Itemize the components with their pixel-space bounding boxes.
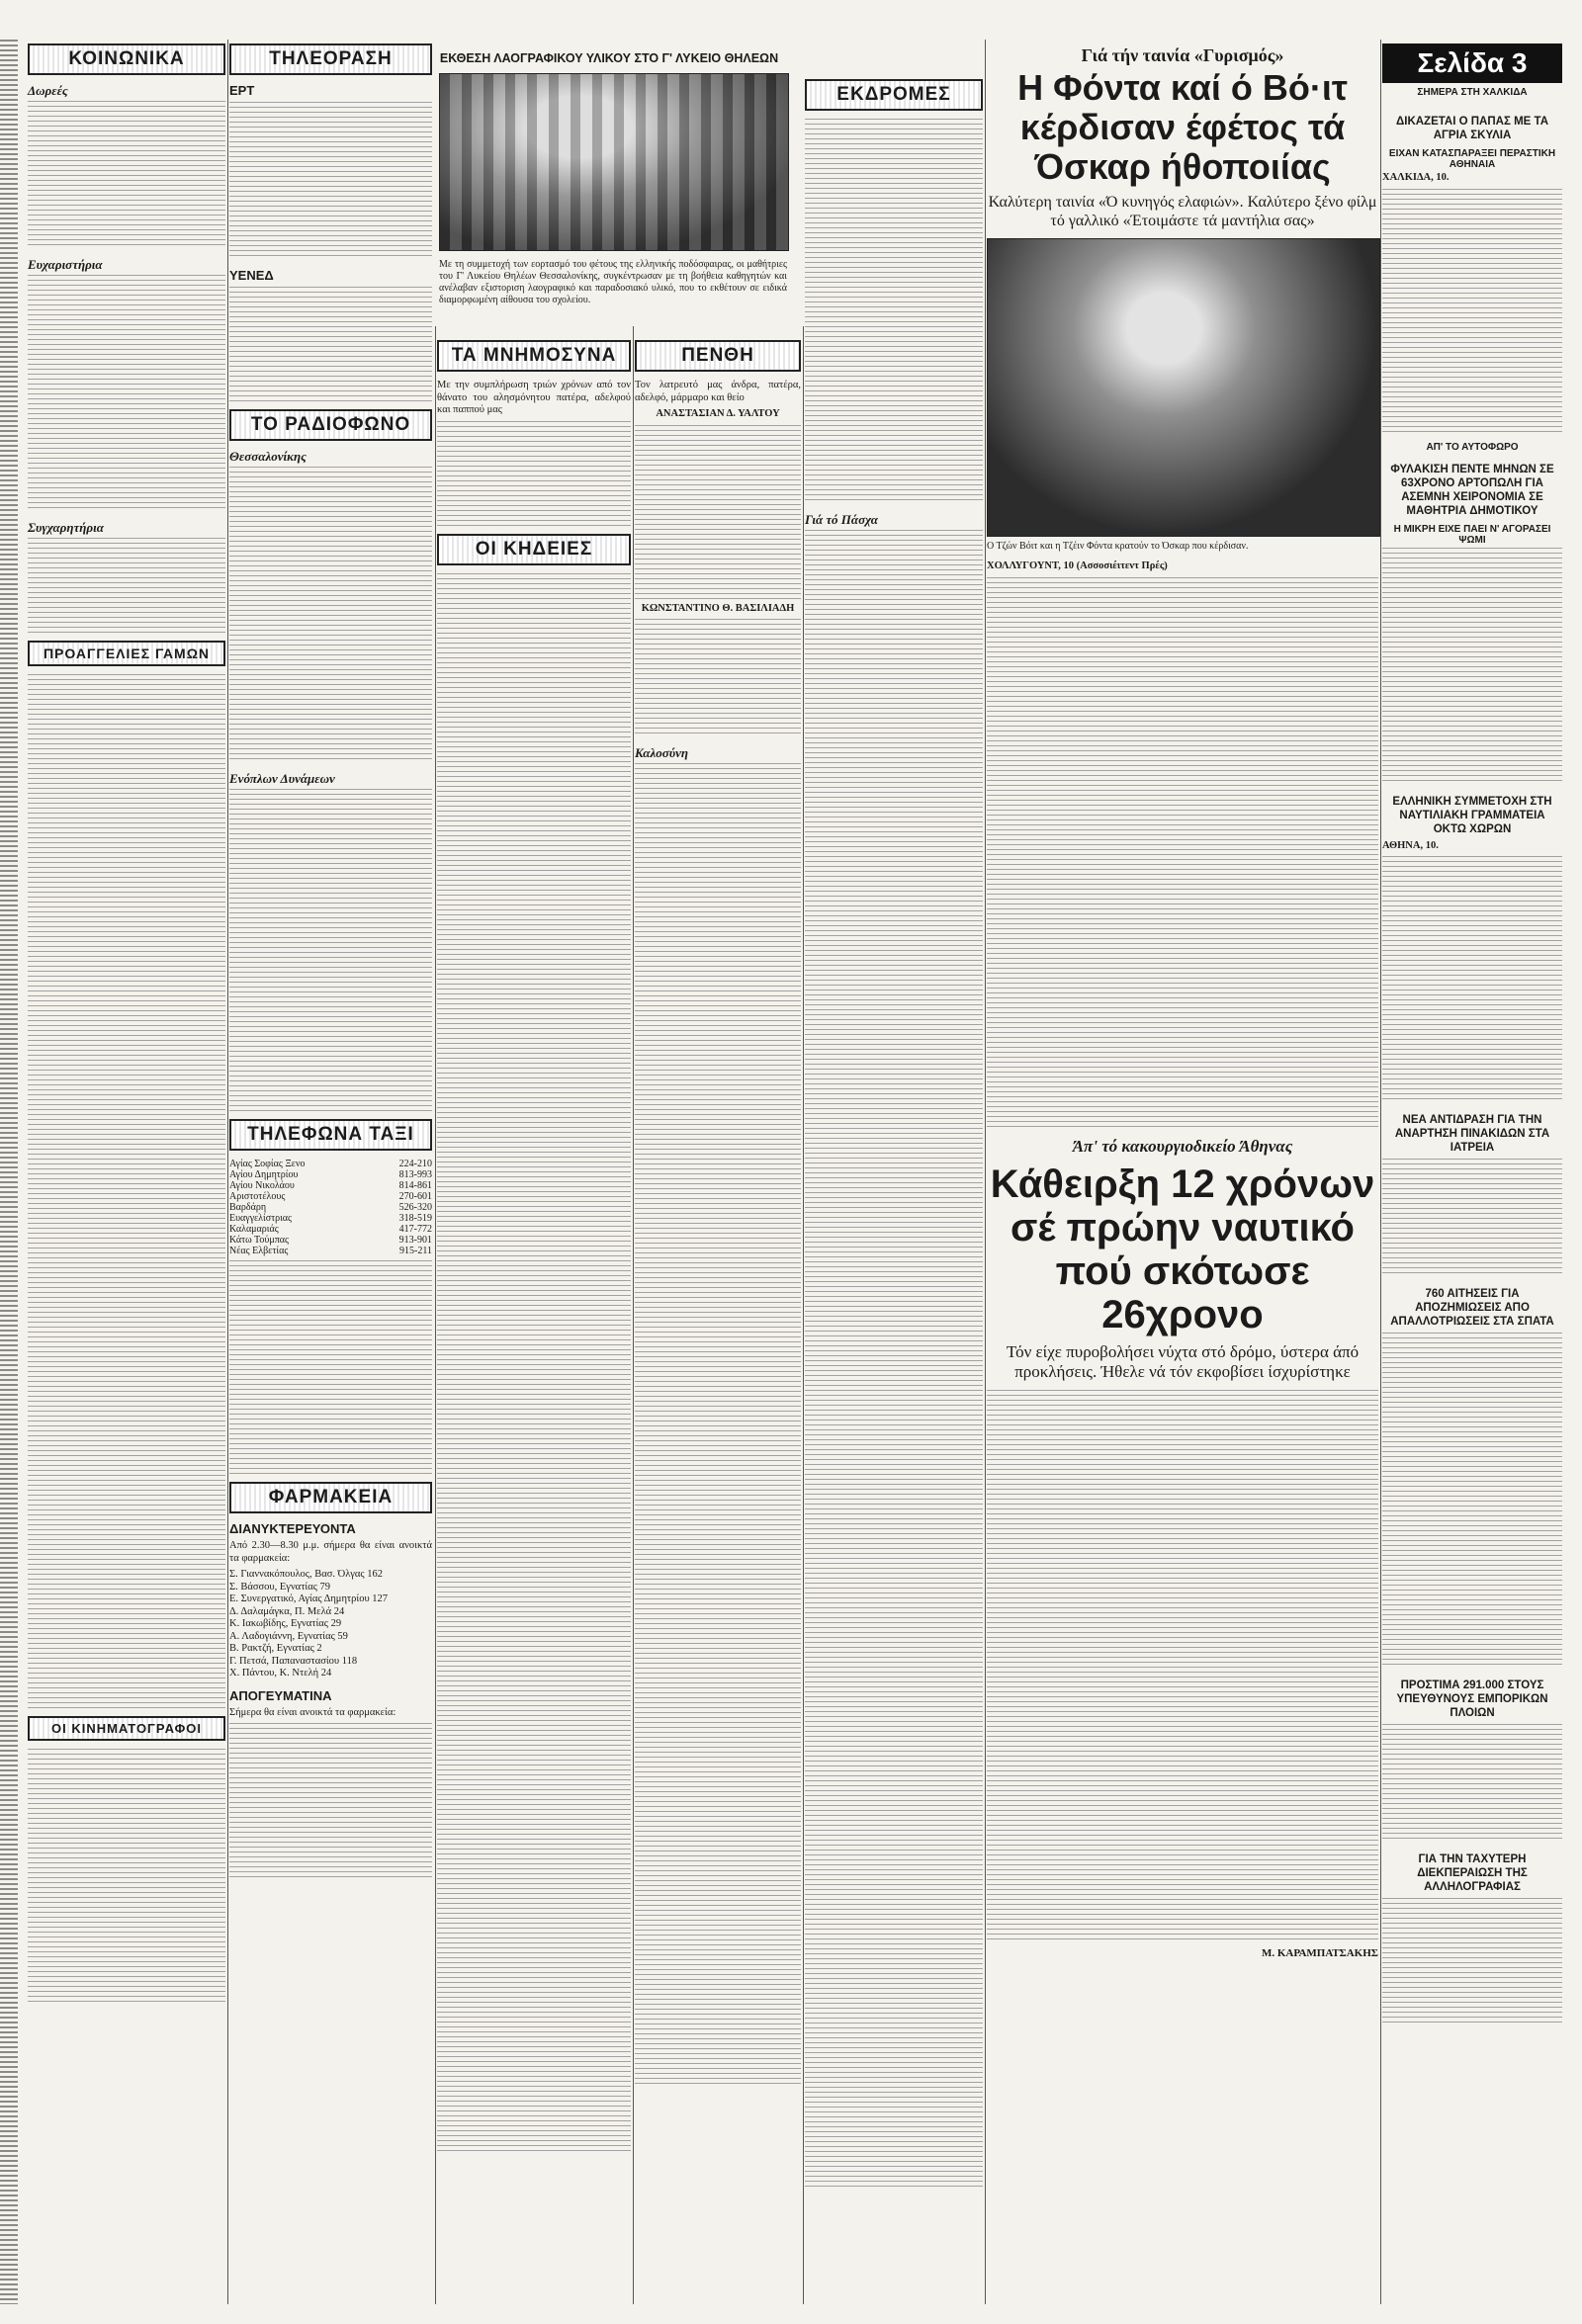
dorees-text [28, 101, 225, 249]
right-text-7 [1382, 1898, 1562, 2026]
eucharistiria-text [28, 275, 225, 512]
penthi-text-2 [635, 619, 801, 737]
kideies-name: ΚΩΝΣΤΑΝΤΙΝΟ Θ. ΒΑΣΙΛΙΑΔΗ [641, 602, 795, 614]
taxi-station: Αγίου Δημητρίου [229, 1169, 299, 1180]
right-headline-5: 760 ΑΙΤΗΣΕΙΣ ΓΙΑ ΑΠΟΖΗΜΙΩΣΕΙΣ ΑΠΟ ΑΠΑΛΛΟΤΡΙΩΣΕΙΣ ΣΤΑ ΣΠΑΤΑ [1390, 1288, 1554, 1328]
dorees-subheading: Δωρεές [28, 83, 68, 98]
dianyktereuonta-subheading: ΔΙΑΝΥΚΤΕΡΕΥΟΝΤΑ [229, 1521, 356, 1536]
taxi-phone: 915-211 [399, 1246, 432, 1256]
pharmacy-entry: Σ. Βάσσου, Εγνατίας 79 [229, 1581, 331, 1592]
right-headline-3: ΕΛΛΗΝΙΚΗ ΣΥΜΜΕΤΟΧΗ ΣΤΗ ΝΑΥΤΙΛΙΑΚΗ ΓΡΑΜΜΑΤΕΙΑ ΟΚΤΩ ΧΩΡΩΝ [1392, 795, 1552, 835]
taxi-phone: 270-601 [398, 1191, 432, 1202]
right-headline-1: ΔΙΚΑΖΕΤΑΙ Ο ΠΑΠΑΣ ΜΕ ΤΑ ΑΓΡΙΑ ΣΚΥΛΙΑ [1395, 116, 1548, 141]
pharmacy-list [229, 1569, 432, 1680]
mnimosyna-lead: Με την συμπλήρωση τριών χρόνων από τον θάνατο του αλησμόνητου πατέρα, αδελφού και παππού μας [437, 380, 631, 415]
taxi-row [229, 1159, 432, 1169]
radiofono-heading: ΤΟ ΡΑΔΙΟΦΩΝΟ [229, 409, 432, 441]
taxi-more [229, 1260, 432, 1478]
farmakeia-heading: ΦΑΡΜΑΚΕΙΑ [229, 1482, 432, 1513]
sygxaritiria-subheading: Συγχαρητήρια [28, 520, 104, 535]
yened-schedule [229, 287, 432, 405]
enoplon-schedule [229, 789, 432, 1115]
right-text-3 [1382, 856, 1562, 1103]
pharmacy-note: Σήμερα θα είναι ανοικτά τα φαρμακεία: [229, 1706, 396, 1718]
lead-kicker: Γιά τήν ταινία «Γυρισμός» [1081, 45, 1284, 65]
right-dateline-1: ΧΑΛΚΙΔΑ, 10. [1382, 172, 1450, 183]
eucharistiria-subheading: Ευχαριστήρια [28, 257, 103, 272]
kathirxi-byline: Μ. ΚΑΡΑΜΠΑΤΣΑΚΗΣ [1261, 1946, 1378, 1959]
right-dateline-3: ΑΘΗΝΑ, 10. [1382, 839, 1439, 851]
taxi-row [229, 1202, 432, 1213]
cinemas-text [28, 1749, 225, 2006]
taxi-station: Κάτω Τούμπας [229, 1235, 289, 1246]
column-rule [803, 326, 804, 2304]
taxi-row [229, 1235, 432, 1246]
right-headline-6: ΠΡΟΣΤΙΜΑ 291.000 ΣΤΟΥΣ ΥΠΕΥΘΥΝΟΥΣ ΕΜΠΟΡΙΚΩΝ ΠΛΟΙΩΝ [1396, 1679, 1548, 1719]
right-text-2 [1382, 548, 1562, 785]
ekdromes-column [805, 40, 983, 2191]
kalosyni-subheading: Καλοσύνη [635, 745, 689, 760]
ekdromes-text [805, 119, 983, 504]
pharmacy-entry: Α. Λαδογιάννη, Εγνατίας 59 [229, 1630, 348, 1642]
taxi-row [229, 1180, 432, 1191]
enoplon-subheading: Ενόπλων Δυνάμεων [229, 771, 335, 786]
taxi-phone: 224-210 [398, 1159, 432, 1169]
yened-subheading: ΥΕΝΕΔ [229, 268, 274, 283]
taxi-phone: 913-901 [398, 1235, 432, 1246]
obituaries-column [437, 336, 631, 2155]
oscar-photo-caption: Ο Τζών Βόιτ και η Τζέιν Φόντα κρατούν το Όσκαρ που κέρδισαν. [987, 541, 1249, 552]
right-text-5 [1382, 1333, 1562, 1669]
taxi-station: Ευαγγελίστριας [229, 1213, 292, 1224]
penthi-name: ΑΝΑΣΤΑΣΙΑΝ Δ. ΥΑΛΤΟΥ [656, 408, 780, 419]
page-location-label: ΣΗΜΕΡΑ ΣΤΗ ΧΑΛΚΙΔΑ [1417, 87, 1528, 98]
tileorasi-heading: ΤΗΛΕΟΡΑΣΗ [229, 43, 432, 75]
pharmacy-entry: Χ. Πάντου, Κ. Ντελή 24 [229, 1668, 332, 1678]
proaggelies-heading: ΠΡΟΑΓΓΕΛΙΕΣ ΓΑΜΩΝ [28, 641, 225, 666]
taxi-phone: 318-519 [398, 1213, 432, 1224]
right-text-6 [1382, 1724, 1562, 1843]
taxi-station: Αριστοτέλους [229, 1191, 286, 1202]
pharmacy-entry: Κ. Ιακωβίδης, Εγνατίας 29 [229, 1618, 342, 1629]
lead-headline: Η Φόντα καί ό Βό·ιτ κέρδισαν έφέτος τά Όσκαρ ήθοποιίας [1017, 67, 1348, 187]
penthi-column [635, 336, 801, 2088]
taxi-phone: 814-861 [398, 1180, 432, 1191]
exhibit-title: ΕΚΘΕΣΗ ΛΑΟΓΡΑΦΙΚΟΥ ΥΛΙΚΟΥ ΣΤΟ Γ' ΛΥΚΕΙΟ ΘΗΛΕΩΝ [439, 51, 779, 65]
taxi-row [229, 1224, 432, 1235]
right-subheadline-2: Η ΜΙΚΡΗ ΕΙΧΕ ΠΑΕΙ Ν' ΑΓΟΡΑΣΕΙ ΨΩΜΙ [1393, 523, 1551, 546]
ert-schedule [229, 102, 432, 260]
koinonika-column [28, 40, 225, 2006]
taxi-heading: ΤΗΛΕΦΩΝΑ ΤΑΞΙ [229, 1119, 432, 1151]
column-rule [633, 326, 634, 2304]
lead-text [987, 577, 1378, 1131]
pharmacy-more [229, 1723, 432, 1881]
right-kicker-2: ΑΠ' ΤΟ ΑΥΤΟΦΩΡΟ [1426, 441, 1519, 453]
taxi-station: Αγίας Σοφίας Ξενο [229, 1159, 306, 1169]
gia-pascha-text [805, 530, 983, 2191]
right-news-column [1382, 105, 1562, 2026]
lead-subheadline: Καλύτερη ταινία «Ό κυνηγός ελαφιών». Καλύτερο ξένο φίλμ τό γαλλικό «Έτοιμάστε τά μαντήλια σας» [988, 194, 1377, 229]
ekdromes-heading: ΕΚΔΡΟΜΕΣ [805, 79, 983, 111]
right-text-4 [1382, 1159, 1562, 1277]
column-rule [435, 326, 436, 2304]
gia-pascha-subheading: Γιά τό Πάσχα [805, 512, 878, 527]
cinemas-heading: ΟΙ ΚΙΝΗΜΑΤΟΓΡΑΦΟΙ [28, 1716, 225, 1741]
right-headline-2: ΦΥΛΑΚΙΣΗ ΠΕΝΤΕ ΜΗΝΩΝ ΣΕ 63ΧΡΟΝΟ ΑΡΤΟΠΩΛΗ ΓΙΑ ΑΣΕΜΝΗ ΧΕΙΡΟΝΟΜΙΑ ΣΕ ΜΑΘΗΤΡΙΑ ΔΗΜΟΤΙΚΟΥ [1390, 463, 1554, 517]
right-kicker-1: ΕΙΧΑΝ ΚΑΤΑΣΠΑΡΑΞΕΙ ΠΕΡΑΣΤΙΚΗ ΑΘΗΝΑΙΑ [1388, 148, 1556, 170]
taxi-table [229, 1159, 432, 1256]
col4-text [635, 763, 801, 2088]
taxi-phone: 813-993 [398, 1169, 432, 1180]
thessaloniki-subheading: Θεσσαλονίκης [229, 449, 307, 464]
thessaloniki-schedule [229, 467, 432, 763]
taxi-phone: 526-320 [398, 1202, 432, 1213]
taxi-station: Βαρδάρη [229, 1202, 267, 1213]
proaggelies-text [28, 674, 225, 1712]
pharmacy-entry: Γ. Πετσά, Παπαναστασίου 118 [229, 1655, 358, 1667]
page-number-badge: Σελίδα 3 [1382, 43, 1562, 83]
penthi-heading: ΠΕΝΘΗ [635, 340, 801, 372]
taxi-station: Αγίου Νικολάου [229, 1180, 295, 1191]
sygxaritiria-text [28, 538, 225, 637]
right-headline-4: ΝΕΑ ΑΝΤΙΔΡΑΣΗ ΓΙΑ ΤΗΝ ΑΝΑΡΤΗΣΗ ΠΙΝΑΚΙΔΩΝ ΣΤΑ ΙΑΤΡΕΙΑ [1394, 1114, 1550, 1154]
right-headline-7: ΓΙΑ ΤΗΝ ΤΑΧΥΤΕΡΗ ΔΙΕΚΠΕΡΑΙΩΣΗ ΤΗΣ ΑΛΛΗΛΟΓΡΑΦΙΑΣ [1417, 1853, 1528, 1893]
pharmacy-entry: Β. Ρακτζή, Εγνατίας 2 [229, 1643, 322, 1654]
kideies-text [437, 573, 631, 2155]
koinonika-heading: ΚΟΙΝΩΝΙΚΑ [28, 43, 225, 75]
exhibit-photo [439, 73, 789, 251]
kathirxi-kicker: Άπ' τό κακουργιοδικείο Άθηνας [1072, 1136, 1293, 1156]
taxi-phone: 417-772 [398, 1224, 432, 1235]
taxi-station: Καλαμαριάς [229, 1224, 279, 1235]
pharmacy-hours: Από 2.30—8.30 μ.μ. σήμερα θα είναι ανοικτά τα φαρμακεία: [229, 1540, 432, 1564]
pharmacy-entry: Δ. Δαλαμάγκα, Π. Μελά 24 [229, 1605, 345, 1617]
taxi-row [229, 1213, 432, 1224]
pharmacy-entry: Σ. Γιαννακόπουλος, Βασ. Όλγας 162 [229, 1569, 383, 1580]
mnimosyna-heading: ΤΑ ΜΝΗΜΟΣΥΝΑ [437, 340, 631, 372]
right-text-1 [1382, 189, 1562, 436]
kathirxi-subheadline: Τόν είχε πυροβολήσει νύχτα στό δρόμο, ύστερα άπό προκλήσεις. Ήθελε νά τόν εκφοβίσει ίσχυρίστηκε [1006, 1341, 1360, 1381]
penthi-lead: Τον λατρευτό μας άνδρα, πατέρα, αδελφό, μάρμαρο και θείο [635, 380, 801, 403]
kathirxi-headline: Κάθειρξη 12 χρόνων σέ πρώην ναυτικό πού σκότωσε 26χρονο [990, 1162, 1375, 1336]
apogeumatina-subheading: ΑΠΟΓΕΥΜΑΤΙΝΑ [229, 1687, 332, 1703]
lead-dateline: ΧΟΛΛΥΓΟΥΝΤ, 10 (Ασσοσιέιτεντ Πρές) [987, 560, 1168, 571]
mnimosyna-text [437, 421, 631, 530]
column-rule [1380, 40, 1381, 2304]
lead-column [987, 40, 1378, 1959]
pharmacy-entry: Ε. Συνεργατικό, Αγίας Δημητρίου 127 [229, 1593, 389, 1604]
oscar-photo [987, 238, 1380, 537]
tv-radio-column [229, 40, 432, 1881]
previous-page-edge [0, 40, 18, 2304]
kideies-heading: ΟΙ ΚΗΔΕΙΕΣ [437, 534, 631, 565]
penthi-text [635, 425, 801, 603]
taxi-row [229, 1169, 432, 1180]
column-rule [985, 40, 986, 2304]
ert-subheading: ΕΡΤ [229, 83, 255, 98]
taxi-row [229, 1246, 432, 1256]
taxi-station: Νέας Ελβετίας [229, 1246, 289, 1256]
column-rule [227, 40, 228, 2304]
exhibit-caption: Με τη συμμετοχή των εορτασμό του φέτους της ελληνικής ποδόσφαιρας, οι μαθήτριες του Γ' Λυκείου Θηλέων Θεσσαλονίκης, συγκέντρωσαν με τη βοήθεια καθηγητών και ανέλαβαν εξιστοριση λαογραφικό και παραδοσιακό υλικό, που το εκθέτουν σε ειδικά διαμορφωμένη αίθουσα του σχολείου. [439, 259, 787, 305]
taxi-row [229, 1191, 432, 1202]
kathirxi-text [987, 1390, 1378, 1943]
